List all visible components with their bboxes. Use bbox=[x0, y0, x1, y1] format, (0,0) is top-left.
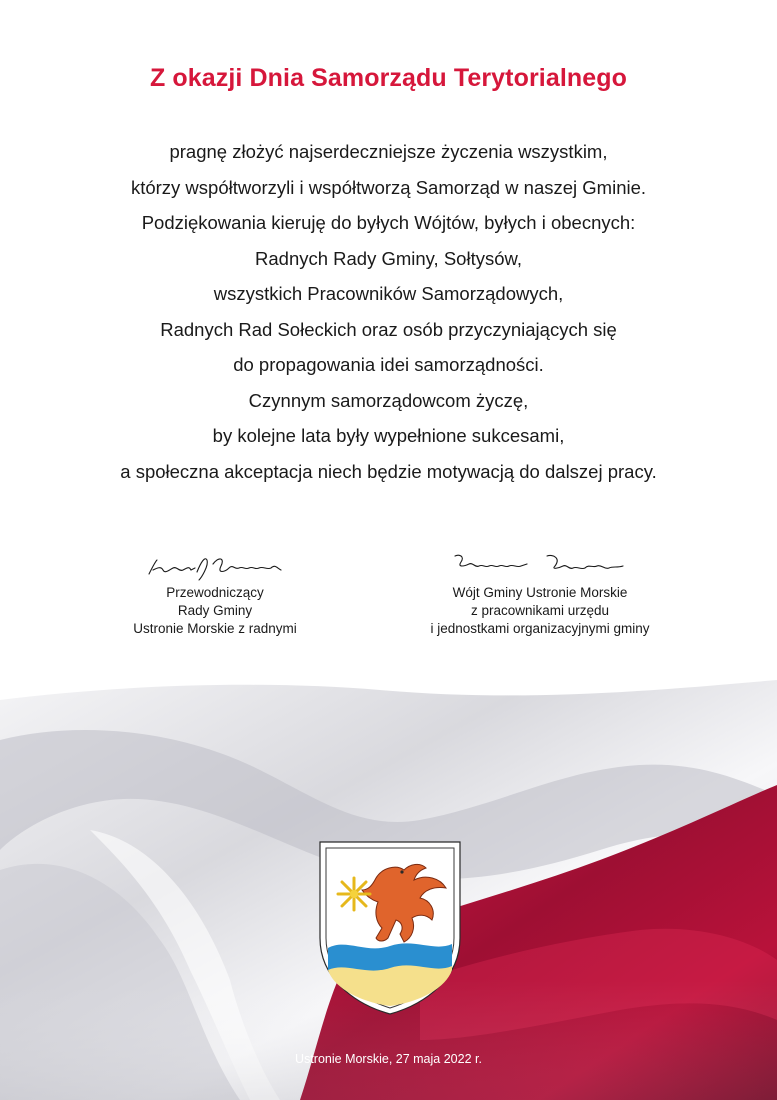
greeting-line: wszystkich Pracowników Samorządowych, bbox=[213, 283, 564, 304]
signatory-body-right: z pracownikami urzędu bbox=[470, 603, 610, 618]
card-title: Z okazji Dnia Samorządu Terytorialnego bbox=[149, 64, 628, 92]
greeting-line: Podziękowania kieruję do byłych Wójtów, byłych i obecnych: bbox=[141, 212, 636, 233]
greeting-body bbox=[0, 134, 777, 489]
greeting-line: którzy współtworzyli i współtworzą Samorząd w naszej Gminie. bbox=[130, 176, 647, 198]
handwritten-signature-right bbox=[435, 548, 645, 582]
greeting-line: pragnę złożyć najserdeczniejsze życzenia wszystkim, bbox=[169, 141, 608, 162]
signatory-detail-left: Ustronie Morskie z radnymi bbox=[133, 621, 297, 636]
greeting-line: a społeczna akceptacja niech będzie motywacją do dalszej pracy. bbox=[120, 460, 657, 482]
greeting-line: do propagowania idei samorządności. bbox=[233, 354, 544, 375]
signature-left bbox=[110, 548, 320, 638]
coat-of-arms-griffin-icon bbox=[316, 838, 464, 1016]
greeting-line: by kolejne lata były wypełnione sukcesami, bbox=[212, 425, 565, 446]
greeting-line: Radnych Rad Sołeckich oraz osób przyczyniających się bbox=[160, 318, 617, 340]
signature-right bbox=[415, 548, 665, 638]
greeting-line: Czynnym samorządowcom życzę, bbox=[248, 389, 529, 411]
signatory-title-left: Przewodniczący bbox=[166, 585, 264, 600]
signatory-title-right: Wójt Gminy Ustronie Morskie bbox=[452, 585, 628, 600]
handwritten-signature-left bbox=[135, 548, 295, 582]
place-and-date: Ustronie Morskie, 27 maja 2022 r. bbox=[295, 1052, 482, 1066]
greeting-line: Radnych Rady Gminy, Sołtysów, bbox=[255, 247, 522, 269]
signatory-body-left: Rady Gminy bbox=[177, 603, 253, 618]
signatory-detail-right: i jednostkami organizacyjnymi gminy bbox=[430, 621, 650, 636]
